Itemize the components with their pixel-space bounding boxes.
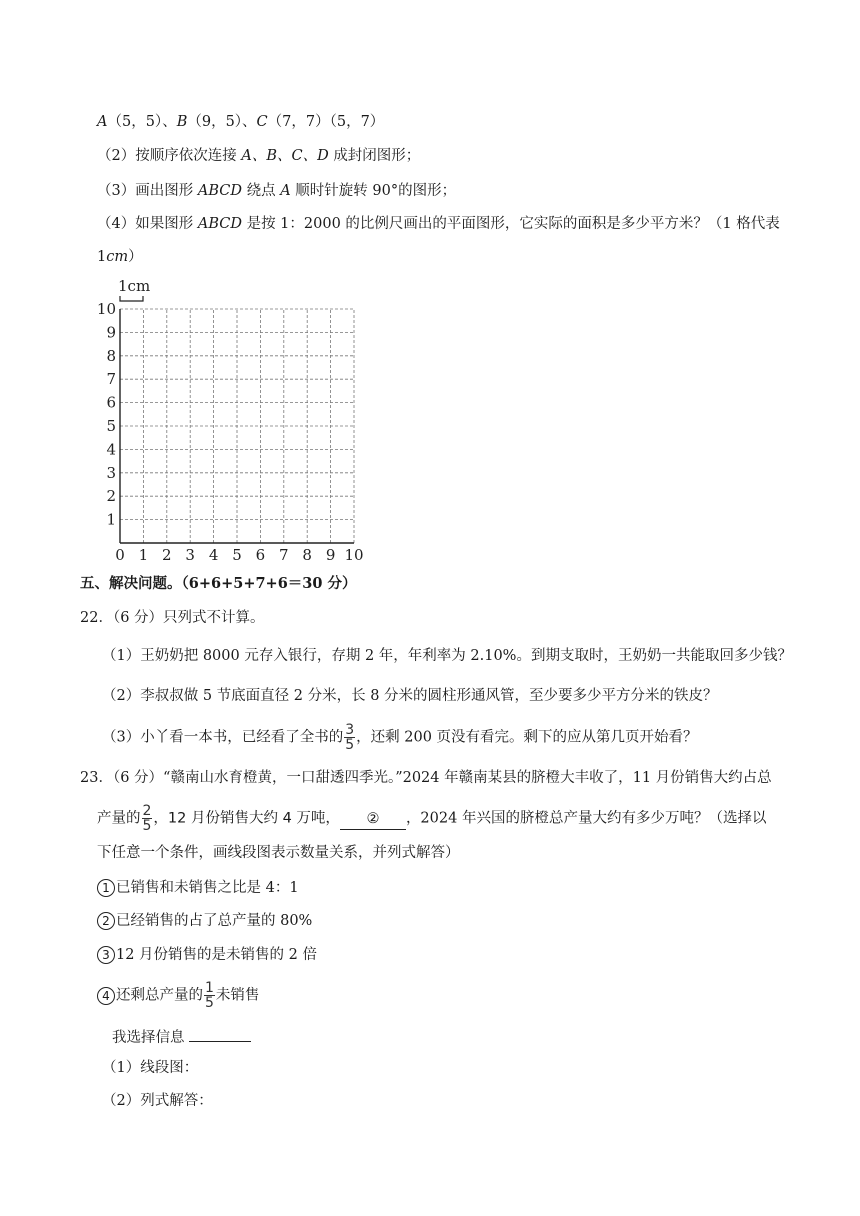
q23-december-sales: ，12 月份销售大约 4 万吨， — [153, 810, 340, 827]
choose-info-blank[interactable] — [189, 1025, 251, 1042]
x-tick-label: 1 — [138, 546, 149, 564]
y-tick-label: 1 — [106, 510, 116, 529]
q21-step2-end: 成封闭图形； — [333, 148, 421, 164]
q22-part3-end: ，还剩 200 页没有看完。剩下的应从第几页开始看？ — [356, 729, 698, 746]
q22-part1 — [102, 646, 792, 666]
q21-step4 — [97, 214, 780, 234]
fraction-three-fifths — [344, 723, 355, 752]
coordinates-line: A（5，5）、B（9，5）、C（7，7）（5，7） — [97, 114, 385, 130]
q21-step4-text: （4）如果图形 — [97, 216, 194, 232]
q23-line2-start: 产量的 — [97, 810, 141, 827]
fraction-numerator: 1 — [205, 980, 214, 996]
y-tick-label: 6 — [106, 393, 116, 412]
q22-part1-text: （1）王奶奶把 8000 元存入银行，存期 2 年，年利率为 2.10%。到期支取时 — [102, 648, 604, 664]
option-3-text: 12 月份销售的是未销售的 2 倍 — [116, 947, 318, 963]
point-b-label: B — [176, 114, 188, 130]
x-tick-label: 8 — [302, 546, 312, 564]
x-tick-labels — [115, 546, 363, 564]
answer-part2: （2）列式解答： — [102, 1093, 213, 1109]
q21-step3-text: （3）画出图形 — [97, 183, 194, 199]
fraction-denominator: 5 — [142, 818, 152, 834]
y-tick-label: 2 — [106, 487, 116, 506]
x-tick-label: 3 — [185, 546, 195, 564]
point-d-coord: （5，7） — [329, 114, 385, 130]
q23-line2-end: ，2024 年兴国的脐橙总产量大约有多少万吨？（选择以 — [405, 810, 767, 827]
q21-step3-end: 顺时针旋转 90°的图形； — [295, 183, 457, 199]
option-3-marker: 3 — [97, 946, 115, 964]
q21-step4-end: 是按 1：2000 的比例尺画出的平面图形，它实际的面积是多少平方米？（1 格代表 — [246, 216, 780, 232]
coordinate-grid — [90, 275, 380, 565]
y-tick-label: 10 — [96, 300, 116, 318]
fraction-denominator: 5 — [345, 737, 355, 753]
q23-line3: 下任意一个条件，画线段图表示数量关系，并列式解答） — [97, 845, 460, 861]
answer-part1: （1）线段图： — [102, 1060, 199, 1076]
y-tick-label: 4 — [106, 440, 116, 459]
q21-step3-point: A — [280, 183, 291, 199]
option-4-end: 未销售 — [215, 987, 260, 1004]
section-5-title: 五、解决问题。（6+6+5+7+6＝30 分） — [80, 575, 357, 592]
option-4 — [97, 981, 259, 1010]
q22-header: 22．（6 分）只列式不计算。 — [80, 610, 265, 626]
fraction-denominator: 5 — [205, 995, 214, 1011]
x-tick-label: 4 — [208, 546, 219, 564]
option-1-text: 已销售和未销售之比是 4：1 — [116, 880, 299, 896]
q22-part3 — [102, 723, 698, 752]
condition-blank: ② — [340, 809, 406, 830]
q21-step4-figure: ABCD — [197, 216, 242, 232]
x-tick-label: 7 — [279, 546, 289, 564]
option-1 — [97, 878, 299, 898]
q21-step3-mid: 绕点 — [246, 183, 276, 199]
x-tick-label: 5 — [232, 546, 242, 564]
unit-scale — [118, 277, 150, 301]
y-tick-label: 5 — [106, 417, 116, 435]
option-2-marker: 2 — [97, 912, 115, 930]
q21-unit: cm — [106, 249, 129, 265]
q22-part3-text: （3）小丫看一本书，已经看了全书的 — [102, 729, 344, 746]
point-c-coord: （7，7） — [267, 114, 330, 130]
x-tick-label: 10 — [344, 546, 364, 564]
fraction-one-fifth — [204, 981, 215, 1010]
fraction-numerator: 3 — [345, 722, 355, 738]
q21-step3 — [97, 181, 456, 201]
q21-step3-figure: ABCD — [197, 183, 242, 199]
option-4-marker: 4 — [97, 987, 115, 1005]
point-a-label: A — [97, 114, 108, 130]
choose-info-label: 我选择信息 — [112, 1030, 185, 1046]
q21-step2-points: A、B、C、D — [241, 148, 329, 164]
y-tick-labels — [97, 300, 116, 529]
point-a-coord: （5，5） — [107, 114, 163, 130]
y-tick-label: 8 — [106, 346, 116, 365]
option-2 — [97, 911, 312, 931]
x-tick-label: 9 — [325, 546, 336, 564]
q23-line2 — [97, 804, 766, 833]
fraction-two-fifths — [142, 804, 153, 833]
q21-unit-close: ） — [128, 249, 143, 265]
option-2-text: 已经销售的占了总产量的 80% — [116, 913, 313, 929]
choose-info — [112, 1025, 251, 1048]
q23-header: 23．（6 分）“赣南山水育橙黄，一口甜透四季光。”2024 年赣南某县的脐橙大丰收了，11 月份销售大约占总 — [80, 770, 772, 786]
x-tick-label: 6 — [255, 546, 266, 564]
q21-step2-text: （2）按顺序依次连接 — [97, 148, 237, 164]
q22-part1-question: ，王奶奶一共能取回多少钱？ — [603, 648, 792, 664]
y-tick-label: 3 — [106, 463, 116, 482]
q21-unit-number: 1 — [97, 249, 107, 265]
q22-part2: （2）李叔叔做 5 节底面直径 2 分米，长 8 分米的圆柱形通风管，至少要多少平方分米的铁皮？ — [102, 688, 718, 704]
grid-lines — [120, 309, 354, 543]
x-tick-label: 0 — [115, 546, 125, 564]
option-3 — [97, 945, 317, 965]
y-tick-label: 7 — [106, 370, 116, 389]
q21-step2 — [97, 146, 420, 166]
point-c-label: C — [256, 114, 268, 130]
q21-step4-unit — [97, 247, 143, 267]
option-1-marker: 1 — [97, 879, 115, 897]
unit-scale-label: 1cm — [118, 277, 151, 295]
point-b-coord: （9，5） — [187, 114, 243, 130]
option-4-text: 还剩总产量的 — [116, 987, 203, 1004]
fraction-numerator: 2 — [142, 803, 152, 819]
x-tick-label: 2 — [162, 546, 172, 564]
y-tick-label: 9 — [106, 323, 116, 342]
